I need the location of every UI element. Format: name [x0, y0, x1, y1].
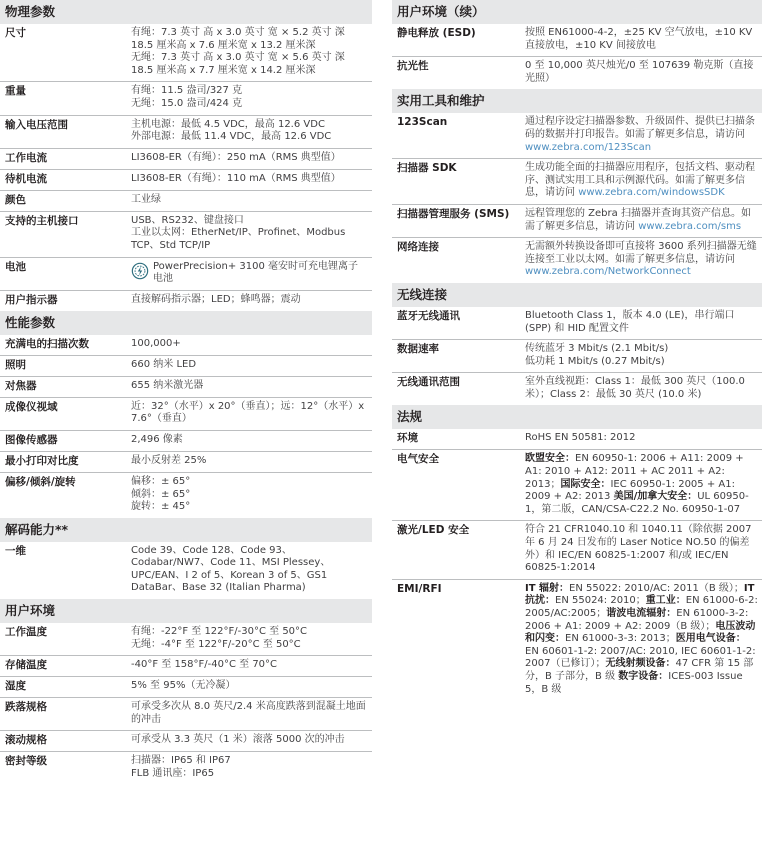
spec-label: 颜色: [5, 193, 26, 206]
spec-row: [0, 377, 372, 398]
spec-value-line: 按照 EN61000-4-2，±25 KV 空气放电，±10 KV 直接放电，±10 KV 间接放电: [525, 27, 753, 51]
spec-row: [0, 24, 372, 82]
spec-value-text: EN 61000-6-2: 2005/AC:2005；: [525, 595, 758, 619]
spec-value-line: 无绳：7.3 英寸 高 x 3.0 英寸 宽 × 5.6 英寸 深 18.5 厘米高 x 7.7 厘米宽 x 14.2 厘米深: [131, 52, 345, 76]
spec-row: [392, 24, 762, 57]
spec-label: 湿度: [5, 680, 26, 693]
spec-value: [131, 755, 372, 780]
spec-label: 一维: [5, 544, 26, 557]
battery-value: [131, 261, 368, 286]
spec-label: 无线通讯范围: [397, 376, 460, 389]
spec-value-text: ICES-003 Issue 5，B 级: [525, 670, 743, 695]
spec-value-line: FLB 通讯座：IP65: [131, 768, 215, 780]
info-link[interactable]: www.zebra.com/sms: [638, 220, 742, 232]
spec-label: 存储温度: [5, 659, 47, 672]
spec-row: [0, 431, 372, 452]
spec-value: [131, 545, 372, 595]
spec-label: 扫描器管理服务 (SMS): [397, 207, 510, 220]
spec-value: [525, 162, 762, 200]
spec-row: [0, 452, 372, 473]
spec-row: [0, 149, 372, 170]
spec-label: 蓝牙无线通讯: [397, 309, 460, 322]
spec-row: [0, 212, 372, 258]
spec-label: 密封等级: [5, 755, 47, 768]
spec-category-label: 谐波电流辐射：: [606, 608, 677, 619]
section-header: 用户环境: [0, 599, 372, 623]
spec-row: [0, 623, 372, 656]
spec-category-label: 重工业：: [645, 595, 686, 607]
spec-value: [525, 60, 762, 85]
spec-label: 123Scan: [397, 116, 448, 129]
spec-value: [131, 173, 372, 186]
spec-value: [131, 680, 372, 693]
spec-value: [131, 359, 372, 372]
spec-value: [131, 194, 372, 207]
spec-row: [392, 307, 762, 340]
spec-value-line: 偏移：± 65°: [131, 475, 191, 487]
spec-value-text: EN 55022: 2010/AC: 2011（B 级）；: [569, 582, 744, 594]
spec-value: [525, 27, 762, 52]
spec-value-line: LI3608-ER（有绳）：250 mA（RMS 典型值）: [131, 151, 341, 163]
spec-value: [525, 343, 762, 368]
spec-value-line: 有绳：7.3 英寸 高 x 3.0 英寸 宽 × 5.2 英寸 深 18.5 厘米高 x 7.6 厘米宽 x 13.2 厘米深: [131, 27, 345, 51]
spec-value-line: 外部电源：最低 11.4 VDC，最高 12.6 VDC: [131, 131, 332, 143]
spec-category-label: 美国/加拿大安全：: [613, 491, 698, 503]
spec-row: [0, 731, 372, 752]
spec-value-line: 室外直线视距：Class 1：最低 300 英尺（100.0 米）；Class 2：最低 30 英尺 (10.0 米): [525, 376, 745, 400]
spec-row: [0, 398, 372, 431]
spec-label: 数据速率: [397, 343, 439, 356]
spec-value: [525, 376, 762, 401]
spec-row: [0, 291, 372, 311]
spec-label: 图像传感器: [5, 433, 58, 446]
spec-value-line: 低功耗 1 Mbit/s (0.27 Mbit/s): [525, 355, 665, 367]
spec-value: [131, 476, 372, 514]
battery-precision-icon: [131, 262, 149, 280]
spec-value-text: EN 61000-3-3: 2013；: [565, 633, 676, 645]
spec-row: [0, 542, 372, 599]
spec-value: [131, 380, 372, 393]
spec-row: [392, 238, 762, 283]
spec-value-line: 最小反射差 25%: [131, 454, 207, 466]
spec-value-line: 655 纳米激光器: [131, 379, 204, 391]
spec-label: 偏移/倾斜/旋转: [5, 475, 76, 488]
section-header: 用户环境（续）: [392, 0, 762, 24]
spec-category-label: 无线射频设备：: [605, 658, 676, 670]
section-header: 物理参数: [0, 0, 372, 24]
spec-value-text: 生成功能全面的扫描器应用程序，包括文档、驱动程序、测试实用工具和示例源代码。如需了解更多信息，请访问: [525, 162, 755, 199]
spec-value: [131, 626, 372, 651]
spec-row: [392, 450, 762, 521]
spec-value-line: USB、RS232、键盘接口: [131, 214, 244, 226]
spec-row: [392, 580, 762, 700]
spec-category-label: 国际安全：: [560, 478, 611, 490]
spec-value-line: 传统蓝牙 3 Mbit/s (2.1 Mbit/s): [525, 343, 669, 355]
spec-value: [131, 27, 372, 77]
spec-label: 输入电压范围: [5, 118, 68, 131]
right-column: [392, 0, 762, 700]
spec-value: [525, 310, 762, 335]
spec-label: 成像仪视域: [5, 400, 58, 413]
spec-value-line: 可承受从 3.3 英尺（1 米）滚落 5000 次的冲击: [131, 734, 345, 746]
spec-label: 跌落规格: [5, 701, 47, 714]
spec-value-text: EN 61000-3-2: 2006 + A1: 2009 + A2: 2009（B 级）；: [525, 608, 749, 632]
spec-label: 尺寸: [5, 27, 26, 39]
spec-row: [392, 373, 762, 405]
spec-value: [131, 119, 372, 144]
spec-label: 扫描器 SDK: [397, 162, 457, 175]
spec-row: [0, 698, 372, 731]
spec-row: [0, 656, 372, 677]
spec-value-line: 有绳：11.5 盎司/327 克: [131, 85, 243, 97]
spec-value: [525, 208, 762, 233]
spec-label: 待机电流: [5, 172, 47, 185]
spec-value: [525, 583, 762, 696]
spec-value: [131, 734, 372, 747]
spec-label: 充满电的扫描次数: [5, 337, 89, 350]
spec-value: [131, 401, 372, 426]
spec-value-line: 无绳：15.0 盎司/424 克: [131, 97, 243, 109]
spec-value-line: 100,000+: [131, 337, 181, 349]
info-link[interactable]: www.zebra.com/123Scan: [525, 141, 652, 153]
spec-label: 重量: [5, 85, 26, 98]
spec-label: 静电释放 (ESD): [397, 27, 476, 39]
spec-value-line: 工业绿: [131, 193, 161, 205]
spec-row: [0, 170, 372, 191]
spec-row: [392, 57, 762, 89]
spec-value-line: 2,496 像素: [131, 433, 183, 445]
spec-value: [131, 455, 372, 468]
spec-value-line: 直接解码指示器；LED；蜂鸣器；震动: [131, 293, 301, 305]
spec-value: [131, 338, 372, 351]
spec-value: [525, 432, 762, 445]
spec-value-text: 无需额外转换设备即可直接将 3600 系列扫描器无缝连接至工业以太网。如需了解更多信息，请访问: [525, 241, 757, 265]
left-column: [0, 0, 372, 785]
spec-label: 滚动规格: [5, 734, 47, 747]
spec-value-text: 远程管理您的 Zebra 扫描器并查询其资产信息。如需了解更多信息，请访问: [525, 207, 751, 232]
spec-value: [131, 434, 372, 447]
spec-value-text: EN 60950-1: 2006 + A11: 2009 + A1: 2010 + A12: 2011 + AC 2011 + A2: 2013；: [525, 453, 744, 490]
spec-row: [392, 521, 762, 579]
spec-row: [0, 335, 372, 356]
spec-value-text: IEC 60950-1: 2005 + A1: 2009 + A2: 2013: [525, 478, 735, 503]
spec-row: [0, 473, 372, 518]
spec-value: [131, 659, 372, 672]
spec-value-line: Bluetooth Class 1，版本 4.0 (LE)，串行端口 (SPP) 和 HID 配置文件: [525, 309, 735, 334]
spec-row: [0, 82, 372, 115]
spec-value-line: 倾斜：± 65°: [131, 488, 191, 500]
spec-value: [525, 524, 762, 574]
spec-value-line: RoHS EN 50581: 2012: [525, 432, 636, 444]
section-header: 无线连接: [392, 283, 762, 307]
spec-value-text: EN 60601-1-2: 2007/AC: 2010, IEC 60601-1-2: 2007（已修订）；: [525, 645, 756, 670]
spec-row: [392, 113, 762, 159]
spec-label: 支持的主机接口: [5, 214, 79, 227]
info-link[interactable]: www.zebra.com/windowsSDK: [578, 187, 725, 199]
spec-row: [392, 205, 762, 238]
spec-label: 抗光性: [397, 60, 429, 73]
spec-category-label: 电压波动和闪变：: [525, 620, 756, 645]
spec-value-text: 通过程序设定扫描器参数、升级固件、提供已扫描条码的数据并打印报告。如需了解更多信息，请访问: [525, 116, 755, 140]
spec-value-line: 660 纳米 LED: [131, 358, 197, 370]
spec-value-line: -40°F 至 158°F/-40°C 至 70°C: [131, 659, 278, 671]
spec-value: [525, 116, 762, 154]
spec-value-line: 近：32°（水平）x 20°（垂直）；远：12°（水平）x 7.6°（垂直）: [131, 400, 365, 425]
spec-row: [0, 752, 372, 784]
spec-value: [131, 85, 372, 110]
spec-row: [0, 191, 372, 212]
spec-category-label: IT 抗扰：: [525, 582, 755, 607]
spec-label: 工作温度: [5, 626, 47, 639]
spec-label: EMI/RFI: [397, 582, 442, 595]
spec-value-line: 工业以太网：EtherNet/IP、Profinet、Modbus TCP、Std TCP/IP: [131, 227, 346, 251]
spec-label: 电气安全: [397, 453, 439, 466]
spec-value-line: 旋转：± 45°: [131, 501, 191, 513]
info-link[interactable]: www.zebra.com/NetworkConnect: [525, 266, 691, 278]
spec-row: [392, 159, 762, 205]
spec-label: 激光/LED 安全: [397, 524, 470, 537]
spec-value-line: Code 39、Code 128、Code 93、Codabar/NW7、Code 11、MSI Plessey、UPC/EAN、I 2 of 5、Korean 3 of 5、GS1 DataBar、Base 32 (Italian Pharma): [131, 544, 331, 594]
spec-label: 环境: [397, 432, 418, 445]
spec-value: [525, 241, 762, 279]
spec-value-text: EN 55024: 2010；: [555, 595, 646, 607]
spec-category-label: 医用电气设备：: [675, 633, 746, 645]
spec-value: [131, 261, 372, 286]
spec-value-line: PowerPrecision+ 3100 毫安时可充电锂离子电池: [153, 260, 359, 285]
spec-value-text: UL 60950-1，第二版，CAN/CSA-C22.2 No. 60950-1-07: [525, 491, 749, 515]
spec-label: 电池: [5, 260, 26, 273]
spec-row: [0, 677, 372, 698]
spec-label: 网络连接: [397, 241, 439, 254]
spec-value-line: 主机电源：最低 4.5 VDC，最高 12.6 VDC: [131, 118, 325, 130]
spec-value-line: 5% 至 95%（无冷凝）: [131, 680, 236, 692]
section-header: 实用工具和维护: [392, 89, 762, 113]
spec-label: 工作电流: [5, 151, 47, 164]
spec-value: [131, 701, 372, 726]
spec-row: [0, 258, 372, 291]
spec-value-line: 0 至 10,000 英尺烛光/0 至 107639 勒克斯（直接光照）: [525, 60, 754, 84]
spec-label: 对焦器: [5, 379, 37, 392]
spec-value-line: 无绳：-4°F 至 122°F/-20°C 至 50°C: [131, 638, 301, 650]
spec-value-line: LI3608-ER（有绳）：110 mA（RMS 典型值）: [131, 172, 341, 184]
spec-value-line: 有绳：-22°F 至 122°F/-30°C 至 50°C: [131, 626, 308, 638]
spec-label: 用户指示器: [5, 293, 58, 306]
spec-value-line: 可承受多次从 8.0 英尺/2.4 米高度跌落到混凝土地面的冲击: [131, 701, 366, 725]
section-header: 解码能力**: [0, 518, 372, 542]
spec-value: [131, 215, 372, 253]
spec-value: [131, 152, 372, 165]
spec-value-line: 扫描器：IP65 和 IP67: [131, 755, 231, 767]
spec-label: 照明: [5, 358, 26, 371]
spec-value-line: 符合 21 CFR1040.10 和 1040.11（除依据 2007 年 6 月 24 日发布的 Laser Notice NO.50 的偏差外）和 IEC/EN 60825-1:2007 和/或 IEC/EN 60825-1:2014: [525, 524, 752, 574]
spec-row: [0, 116, 372, 149]
spec-label: 最小打印对比度: [5, 454, 79, 467]
spec-value: [525, 453, 762, 516]
section-header: 法规: [392, 405, 762, 429]
battery-text: [153, 261, 368, 286]
spec-row: [392, 429, 762, 450]
spec-value: [131, 294, 372, 307]
spec-row: [0, 356, 372, 377]
spec-value-text: 47 CFR 第 15 部分，B 子部分，B 级: [525, 658, 754, 682]
spec-row: [392, 340, 762, 373]
spec-category-label: 欧盟安全：: [525, 453, 575, 465]
spec-category-label: IT 辐射：: [525, 582, 570, 594]
section-header: 性能参数: [0, 311, 372, 335]
spec-category-label: 数字设备：: [618, 670, 669, 682]
